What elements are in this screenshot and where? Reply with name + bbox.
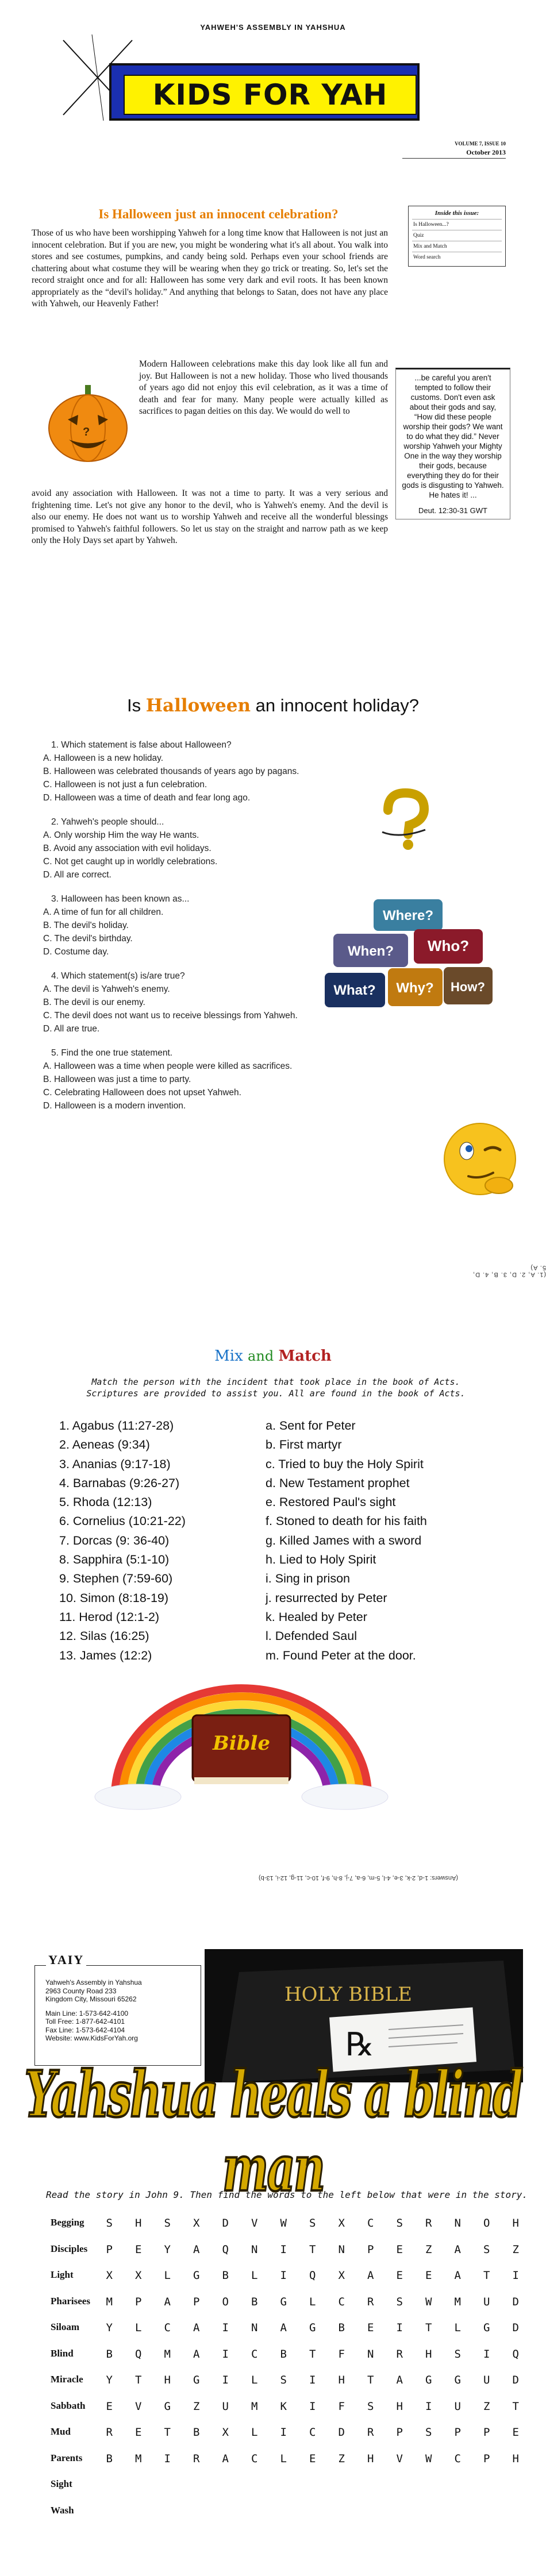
thinking-emoji-icon: [437, 1118, 523, 1204]
incident-item: h. Lied to Holy Spirit: [266, 1553, 376, 1567]
word-item: Sight: [51, 2478, 72, 2489]
person-item: 1. Agabus (11:27-28): [59, 1419, 174, 1433]
grid-letter: C: [251, 2347, 258, 2361]
grid-letter: B: [280, 2347, 287, 2361]
grid-letter: S: [454, 2347, 461, 2361]
grid-letter: T: [425, 2321, 432, 2334]
article-paragraph-3: avoid any association with Halloween. It was not a time to party. It was a very serious and frightening time. Let's not give any honor to the devil, who is Yahweh's enemy. And the devil is also our enemy. He does not want us to worship Yahweh and receive all the wonderful blessings promised to Yahweh's faithful followers. So let us stay on the straight and narrow path as we keep only the Holy Days set apart by Yahweh.: [32, 488, 388, 545]
grid-letter: P: [483, 2452, 490, 2465]
grid-letter: S: [483, 2243, 490, 2256]
grid-letter: E: [309, 2452, 316, 2465]
grid-letter: E: [425, 2269, 432, 2282]
grid-letter: M: [164, 2347, 171, 2361]
grid-letter: I: [425, 2400, 432, 2413]
grid-letter: I: [164, 2452, 171, 2465]
answer-option: D. Halloween was a time of death and fear long ago.: [43, 793, 251, 803]
grid-letter: L: [280, 2452, 287, 2465]
and-word: and: [248, 1348, 274, 1364]
person-item: 7. Dorcas (9: 36-40): [59, 1533, 170, 1547]
quote-reference: Deut. 12:30-31 GWT: [418, 506, 487, 515]
grid-letter: D: [512, 2374, 519, 2386]
grid-letter: G: [454, 2374, 461, 2386]
grid-letter: L: [135, 2321, 142, 2334]
svg-text:?: ?: [83, 426, 90, 438]
person-item: 2. Aeneas (9:34): [59, 1438, 150, 1452]
word-item: Miracle: [51, 2374, 83, 2385]
grid-letter: R: [193, 2452, 200, 2465]
bubble-word: Why?: [396, 980, 434, 996]
grid-letter: H: [396, 2400, 403, 2413]
word-item: Wash: [51, 2504, 74, 2516]
word-item: Siloam: [51, 2321, 80, 2332]
word-item: Begging: [51, 2217, 84, 2228]
person-item: 10. Simon (8:18-19): [59, 1591, 169, 1605]
grid-letter: X: [193, 2217, 200, 2230]
person-item: 11. Herod (12:1-2): [59, 1609, 160, 1624]
grid-letter: I: [222, 2321, 229, 2334]
people-list: [59, 1416, 266, 1665]
rainbow-bible-icon: [92, 1669, 391, 1813]
grid-letter: P: [396, 2426, 403, 2439]
address-line: 2963 County Road 233: [45, 1986, 117, 1995]
grid-letter: G: [483, 2321, 490, 2334]
grid-letter: V: [135, 2400, 142, 2413]
grid-letter: P: [106, 2243, 113, 2256]
person-item: 3. Ananias (9:17-18): [59, 1457, 171, 1471]
article-title: Is Halloween just an innocent celebration?: [98, 207, 339, 221]
grid-letter: R: [425, 2217, 432, 2230]
grid-letter: S: [367, 2400, 374, 2413]
inside-item: Word search: [412, 252, 502, 263]
grid-letter: X: [135, 2269, 142, 2282]
grid-letter: F: [338, 2347, 345, 2361]
grid-letter: C: [309, 2426, 316, 2439]
incident-item: c. Tried to buy the Holy Spirit: [266, 1457, 424, 1471]
grid-letter: C: [164, 2321, 171, 2334]
bubble-word: When?: [348, 944, 394, 959]
grid-letter: Q: [135, 2347, 142, 2361]
newsletter-title: KIDS FOR YAH: [124, 75, 417, 115]
grid-letter: P: [367, 2243, 374, 2256]
rx-symbol: ℞: [345, 2026, 375, 2063]
grid-letter: E: [367, 2321, 374, 2334]
grid-letter: L: [164, 2269, 171, 2282]
grid-letter: A: [193, 2347, 200, 2361]
quiz-question: [43, 1046, 365, 1112]
grid-letter: X: [338, 2217, 345, 2230]
answer-option: D. All are true.: [43, 1024, 100, 1034]
quiz-title: [0, 695, 546, 716]
person-item: 12. Silas (16:25): [59, 1629, 149, 1643]
grid-letter: S: [164, 2217, 171, 2230]
grid-letter: S: [280, 2374, 287, 2386]
incident-item: e. Restored Paul's sight: [266, 1495, 396, 1510]
grid-letter: T: [135, 2374, 142, 2386]
grid-letter: Z: [512, 2243, 519, 2256]
grid-letter: R: [106, 2426, 113, 2439]
grid-letter: C: [454, 2452, 461, 2465]
word-search-instructions: Read the story in John 9. Then find the words to the left below that were in the story.: [46, 2189, 528, 2200]
grid-letter: X: [338, 2269, 345, 2282]
answer-option: C. Not get caught up in worldly celebrations.: [43, 857, 218, 867]
grid-letter: L: [251, 2426, 258, 2439]
contact-box: [34, 1965, 201, 2066]
word-item: Light: [51, 2269, 74, 2280]
grid-letter: T: [483, 2269, 490, 2282]
incident-item: j. resurrected by Peter: [266, 1591, 387, 1605]
person-item: 5. Rhoda (12:13): [59, 1495, 152, 1510]
grid-letter: A: [222, 2452, 229, 2465]
inside-item: Mix and Match: [412, 241, 502, 252]
grid-letter: N: [338, 2243, 345, 2256]
grid-letter: N: [251, 2321, 258, 2334]
grid-letter: B: [222, 2269, 229, 2282]
answer-option: C. The devil's birthday.: [43, 934, 133, 944]
grid-letter: W: [280, 2217, 287, 2230]
word-item: Disciples: [51, 2243, 88, 2254]
grid-letter: P: [135, 2295, 142, 2308]
grid-letter: C: [338, 2295, 345, 2308]
grid-letter: M: [106, 2295, 113, 2308]
grid-row: [95, 2243, 532, 2270]
word-item: Pharisees: [51, 2295, 90, 2307]
grid-letter: G: [280, 2295, 287, 2308]
quiz-question: [43, 892, 365, 958]
grid-letter: I: [222, 2374, 229, 2386]
grid-letter: E: [135, 2426, 142, 2439]
answer-option: B. Avoid any association with evil holidays.: [43, 844, 212, 853]
grid-letter: T: [309, 2347, 316, 2361]
grid-letter: V: [396, 2452, 403, 2465]
grid-letter: A: [367, 2269, 374, 2282]
grid-letter: G: [425, 2374, 432, 2386]
grid-letter: B: [106, 2347, 113, 2361]
story-title: Yahshua heals a blind man: [24, 2057, 522, 2206]
word-search-grid: [95, 2217, 532, 2478]
grid-letter: G: [193, 2374, 200, 2386]
word-item: Parents: [51, 2452, 83, 2463]
grid-letter: D: [512, 2321, 519, 2334]
grid-letter: I: [309, 2400, 316, 2413]
word-item: Sabbath: [51, 2400, 86, 2411]
inside-item: Is Halloween...?: [412, 219, 502, 230]
inside-title: Inside this issue:: [435, 210, 479, 217]
grid-letter: E: [106, 2400, 113, 2413]
grid-letter: A: [164, 2295, 171, 2308]
grid-letter: R: [367, 2295, 374, 2308]
person-item: 13. James (12:2): [59, 1648, 152, 1662]
grid-letter: B: [251, 2295, 258, 2308]
grid-letter: P: [483, 2426, 490, 2439]
bubble-word: Who?: [427, 937, 470, 954]
grid-letter: I: [280, 2269, 287, 2282]
grid-letter: X: [106, 2269, 113, 2282]
grid-letter: G: [309, 2321, 316, 2334]
grid-letter: A: [454, 2269, 461, 2282]
phone-toll-free: Toll Free: 1-877-642-4101: [45, 2017, 125, 2026]
grid-letter: H: [367, 2452, 374, 2465]
grid-letter: A: [193, 2243, 200, 2256]
grid-letter: S: [425, 2426, 432, 2439]
grid-letter: A: [454, 2243, 461, 2256]
question-stem: 3. Halloween has been known as...: [51, 894, 190, 904]
question-stem: 4. Which statement(s) is/are true?: [51, 971, 185, 981]
quiz-answer-key: (1. A, 2. D, 3. B, 4. D, 5. A): [472, 1264, 546, 1278]
grid-letter: T: [367, 2374, 374, 2386]
incident-item: k. Healed by Peter: [266, 1609, 367, 1624]
yaiy-logo: YAIY: [46, 1953, 86, 1967]
grid-letter: E: [135, 2243, 142, 2256]
answer-option: D. All are correct.: [43, 870, 111, 880]
grid-letter: Z: [193, 2400, 200, 2413]
pumpkin-icon: [45, 379, 131, 465]
answer-option: A. Only worship Him the way He wants.: [43, 830, 199, 840]
person-item: 9. Stephen (7:59-60): [59, 1572, 173, 1586]
answer-option: A. The devil is Yahweh's enemy.: [43, 984, 170, 994]
quiz-title-highlight: Halloween: [145, 695, 251, 716]
quiz-title-post: an innocent holiday?: [255, 695, 420, 715]
grid-letter: X: [222, 2426, 229, 2439]
grid-row: [95, 2296, 532, 2322]
answer-option: A. Halloween is a new holiday.: [43, 753, 164, 763]
grid-letter: I: [222, 2347, 229, 2361]
grid-letter: T: [164, 2426, 171, 2439]
mix-match-answers: (Answers: 1-d, 2-k, 3-e, 4-l, 5-m, 6-a, 7-j, 8-h, 9-f, 10-c, 11-g, 12-i, 13-b): [259, 1874, 459, 1881]
answer-option: C. The devil does not want us to receive blessings from Yahweh.: [43, 1011, 298, 1021]
grid-letter: A: [193, 2321, 200, 2334]
grid-letter: A: [280, 2321, 287, 2334]
question-bubbles-graphic: [322, 894, 494, 1031]
incident-item: f. Stoned to death for his faith: [266, 1514, 427, 1528]
website: Website: www.KidsForYah.org: [45, 2034, 138, 2042]
grid-letter: N: [367, 2347, 374, 2361]
grid-letter: L: [251, 2374, 258, 2386]
grid-letter: Q: [309, 2269, 316, 2282]
grid-letter: E: [512, 2426, 519, 2439]
grid-letter: A: [396, 2374, 403, 2386]
bible-cover-title: HOLY BIBLE: [284, 1983, 412, 2006]
question-stem: 5. Find the one true statement.: [51, 1048, 173, 1058]
grid-letter: W: [425, 2295, 432, 2308]
quiz-question: [43, 969, 365, 1035]
article-paragraph-1: Those of us who have been worshipping Yahweh for a long time know that Halloween is not just an innocent celebration. But if you are new, you might be wondering what it's all about. You walk into stores and see costumes, pumpkins, and candy being sold. Perhaps even your school friends are chattering about what costume they will be wearing when they go trick or treating. So, let's set the record straight once and for all: Halloween has some very dark and evil roots. It has been known appropriately as the “devil's holiday.” And anything that belongs to Satan, does not have any place with Yahweh, our Heavenly Father!: [32, 228, 388, 309]
answer-option: B. The devil's holiday.: [43, 921, 129, 930]
grid-letter: H: [425, 2347, 432, 2361]
grid-letter: I: [483, 2347, 490, 2361]
bubble-word: How?: [451, 980, 485, 994]
grid-letter: H: [164, 2374, 171, 2386]
grid-row: [95, 2374, 532, 2400]
grid-letter: T: [309, 2243, 316, 2256]
answer-option: D. Halloween is a modern invention.: [43, 1101, 186, 1111]
grid-letter: C: [251, 2452, 258, 2465]
answer-option: B. Halloween was just a time to party.: [43, 1075, 191, 1084]
answer-option: B. The devil is our enemy.: [43, 998, 145, 1007]
grid-letter: M: [135, 2452, 142, 2465]
incident-item: l. Defended Saul: [266, 1629, 357, 1643]
grid-letter: O: [222, 2295, 229, 2308]
grid-letter: S: [396, 2295, 403, 2308]
grid-row: [95, 2269, 532, 2296]
grid-letter: U: [222, 2400, 229, 2413]
grid-row: [95, 2400, 532, 2427]
volume-issue: VOLUME 7, ISSUE 10: [455, 141, 506, 147]
inside-item: Quiz: [412, 230, 502, 241]
quote-text: ...be careful you aren't tempted to follow their customs. Don't even ask about their gods and say, “How did these people worship their gods? We want to do what they did.” Never worship Yahweh your Mighty One in the way they worship their gods, because everything they do for their gods is disgusting to Yahweh. He hates it! ...: [402, 373, 504, 499]
grid-letter: G: [164, 2400, 171, 2413]
grid-letter: T: [512, 2400, 519, 2413]
mix-match-instructions: Match the person with the incident that took place in the book of Acts. Scriptures are provided to assist you. All are found in the book of Acts.: [86, 1377, 466, 1399]
grid-letter: I: [280, 2243, 287, 2256]
grid-letter: F: [338, 2400, 345, 2413]
answer-option: A. A time of fun for all children.: [43, 907, 164, 917]
grid-letter: R: [396, 2347, 403, 2361]
person-item: 4. Barnabas (9:26-27): [59, 1476, 180, 1490]
match-word: Match: [278, 1347, 332, 1365]
grid-letter: D: [222, 2217, 229, 2230]
grid-letter: D: [338, 2426, 345, 2439]
bubble-word: Where?: [382, 908, 434, 923]
quiz-questions: [43, 738, 365, 1123]
mix-match-title: [0, 1347, 546, 1365]
quiz-question: [43, 738, 365, 804]
answer-option: C. Celebrating Halloween does not upset Yahweh.: [43, 1088, 241, 1098]
grid-letter: Z: [338, 2452, 345, 2465]
incident-item: b. First martyr: [266, 1438, 342, 1452]
grid-letter: I: [280, 2426, 287, 2439]
article-paragraph-2: Modern Halloween celebrations make this day look like all fun and joy. But Halloween is not a new holiday. Those who lived thousands of years ago did not enjoy this evil celebration, as it was a time of death and fear for many. Many people were actually killed as sacrifices to pagan deities on this day. We would do well to: [139, 359, 388, 416]
grid-letter: L: [251, 2269, 258, 2282]
grid-letter: V: [251, 2217, 258, 2230]
grid-letter: Y: [106, 2321, 113, 2334]
question-stem: 2. Yahweh's people should...: [51, 817, 164, 827]
grid-letter: Q: [512, 2347, 519, 2361]
grid-letter: H: [338, 2374, 345, 2386]
incident-item: g. Killed James with a sword: [266, 1533, 422, 1547]
grid-letter: O: [483, 2217, 490, 2230]
address-line: Kingdom City, Missouri 65262: [45, 1995, 137, 2003]
grid-row: [95, 2452, 532, 2479]
bible-label: Bible: [213, 1732, 270, 1755]
grid-row: [95, 2217, 532, 2243]
org-name: Yahweh's Assembly in Yahshua: [45, 1978, 142, 1986]
incident-item: d. New Testament prophet: [266, 1476, 410, 1490]
grid-letter: I: [512, 2269, 519, 2282]
mix-word: Mix: [214, 1347, 243, 1365]
grid-letter: Z: [483, 2400, 490, 2413]
grid-letter: P: [454, 2426, 461, 2439]
grid-letter: I: [309, 2374, 316, 2386]
grid-letter: Z: [425, 2243, 432, 2256]
grid-letter: U: [454, 2400, 461, 2413]
quiz-title-pre: Is: [126, 695, 141, 715]
grid-letter: U: [483, 2295, 490, 2308]
grid-letter: B: [106, 2452, 113, 2465]
grid-letter: H: [512, 2217, 519, 2230]
phone-main: Main Line: 1-573-642-4100: [45, 2009, 129, 2017]
issue-date: October 2013: [402, 148, 506, 159]
word-item: Blind: [51, 2347, 74, 2359]
grid-letter: P: [193, 2295, 200, 2308]
phone-fax: Fax Line: 1-573-642-4104: [45, 2026, 125, 2034]
incident-item: m. Found Peter at the door.: [266, 1648, 416, 1662]
person-item: 6. Cornelius (10:21-22): [59, 1514, 186, 1528]
grid-letter: W: [425, 2452, 432, 2465]
grid-letter: H: [512, 2452, 519, 2465]
grid-letter: U: [483, 2374, 490, 2386]
grid-letter: D: [512, 2295, 519, 2308]
inside-this-issue-box: [408, 206, 506, 267]
grid-row: [95, 2321, 532, 2348]
grid-letter: Y: [106, 2374, 113, 2386]
org-header: YAHWEH'S ASSEMBLY IN YAHSHUA: [200, 23, 346, 32]
grid-letter: E: [396, 2243, 403, 2256]
answer-option: C. Halloween is not just a fun celebration.: [43, 780, 207, 790]
grid-letter: M: [454, 2295, 461, 2308]
question-stem: 1. Which statement is false about Halloween?: [51, 740, 232, 750]
grid-letter: M: [251, 2400, 258, 2413]
incident-item: a. Sent for Peter: [266, 1419, 356, 1433]
quiz-question: [43, 815, 365, 881]
question-mark-icon: [374, 787, 437, 850]
grid-letter: Q: [222, 2243, 229, 2256]
grid-letter: I: [396, 2321, 403, 2334]
scripture-quote-box: [395, 368, 510, 519]
grid-letter: B: [193, 2426, 200, 2439]
grid-letter: B: [338, 2321, 345, 2334]
grid-letter: N: [454, 2217, 461, 2230]
grid-letter: N: [251, 2243, 258, 2256]
word-item: Mud: [51, 2426, 71, 2437]
grid-letter: C: [367, 2217, 374, 2230]
incident-list: [266, 1416, 524, 1665]
grid-letter: H: [135, 2217, 142, 2230]
grid-letter: K: [280, 2400, 287, 2413]
grid-letter: S: [396, 2217, 403, 2230]
grid-letter: E: [396, 2269, 403, 2282]
grid-letter: R: [367, 2426, 374, 2439]
grid-letter: S: [106, 2217, 113, 2230]
answer-option: D. Costume day.: [43, 947, 109, 957]
grid-letter: L: [309, 2295, 316, 2308]
answer-option: B. Halloween was celebrated thousands of years ago by pagans.: [43, 767, 299, 776]
incident-item: i. Sing in prison: [266, 1572, 350, 1586]
grid-row: [95, 2348, 532, 2374]
grid-letter: Y: [164, 2243, 171, 2256]
grid-letter: L: [454, 2321, 461, 2334]
grid-letter: G: [193, 2269, 200, 2282]
person-item: 8. Sapphira (5:1-10): [59, 1553, 170, 1567]
grid-row: [95, 2426, 532, 2452]
grid-letter: S: [309, 2217, 316, 2230]
answer-option: A. Halloween was a time when people were killed as sacrifices.: [43, 1061, 293, 1071]
bubble-word: What?: [333, 983, 376, 998]
